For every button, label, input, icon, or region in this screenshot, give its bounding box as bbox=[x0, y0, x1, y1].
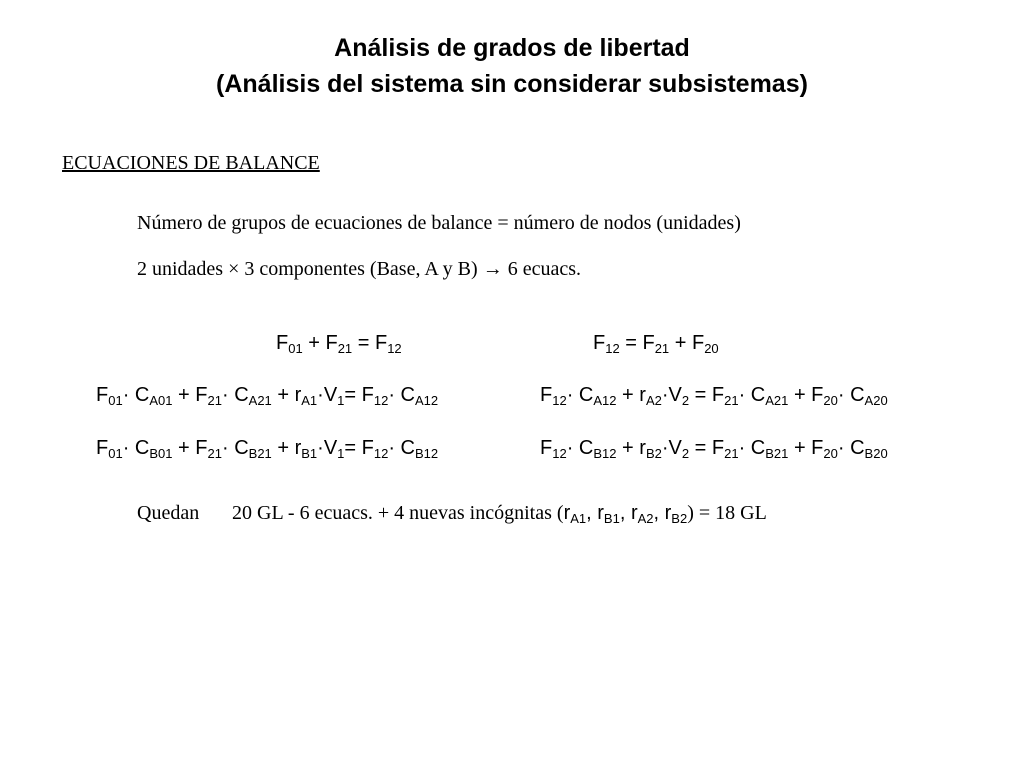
equation-count-statement bbox=[137, 258, 581, 281]
equation-total-unit2: $F_{12} = F_{21} + F_{20}$ bbox=[593, 332, 719, 356]
equation-b-unit1: $F_{01}\cdot C_{B01} + F_{21}\cdot C_{B21} + r_{B1}\cdot V_1= F_{12}\cdot C_{B12}$ bbox=[96, 437, 439, 461]
summary-part-a: 20 GL - 6 ecuacs. + 4 nuevas incógnitas ( bbox=[232, 502, 564, 524]
title-line-2: (Análisis del sistema sin considerar subsistemas) bbox=[216, 70, 808, 98]
line2-part-b: 3 componentes (Base, A y B) bbox=[239, 258, 483, 280]
section-heading: ECUACIONES DE BALANCE bbox=[62, 152, 320, 174]
summary-part-c: 18 GL bbox=[710, 502, 767, 524]
equation-a-unit2: $F_{12}\cdot C_{A12} + r_{A2}\cdot V_2 = F_{21}\cdot C_{A21} + F_{20}\cdot C_{A20}$ bbox=[540, 384, 888, 408]
summary-part-b: ) bbox=[687, 502, 699, 524]
equals-symbol: = bbox=[698, 502, 711, 524]
line2-part-c: 6 ecuacs. bbox=[502, 258, 581, 280]
equation-a-unit1: $F_{01}\cdot C_{A01} + F_{21}\cdot C_{A21} + r_{A1}\cdot V_1= F_{12}\cdot C_{A12}$ bbox=[96, 384, 439, 408]
equation-b-unit2: $F_{12}\cdot C_{B12} + r_{B2}\cdot V_2 = F_{21}\cdot C_{B21} + F_{20}\cdot C_{B20}$ bbox=[540, 437, 888, 461]
balance-groups-statement: Número de grupos de ecuaciones de balance = número de nodos (unidades) bbox=[137, 212, 741, 234]
times-symbol: × bbox=[228, 258, 240, 280]
arrow-icon: → bbox=[482, 258, 503, 280]
summary-label: Quedan bbox=[137, 502, 200, 524]
line2-part-a: 2 unidades bbox=[137, 258, 229, 280]
unknowns-list: $r_{A1}$, $r_{B1}$, $r_{A2}$, $r_{B2}$ bbox=[563, 502, 688, 526]
title-line-1: Análisis de grados de libertad bbox=[334, 34, 690, 62]
equation-total-unit1: $F_{01} + F_{21} = F_{12}$ bbox=[276, 332, 402, 356]
summary-statement bbox=[232, 502, 767, 525]
